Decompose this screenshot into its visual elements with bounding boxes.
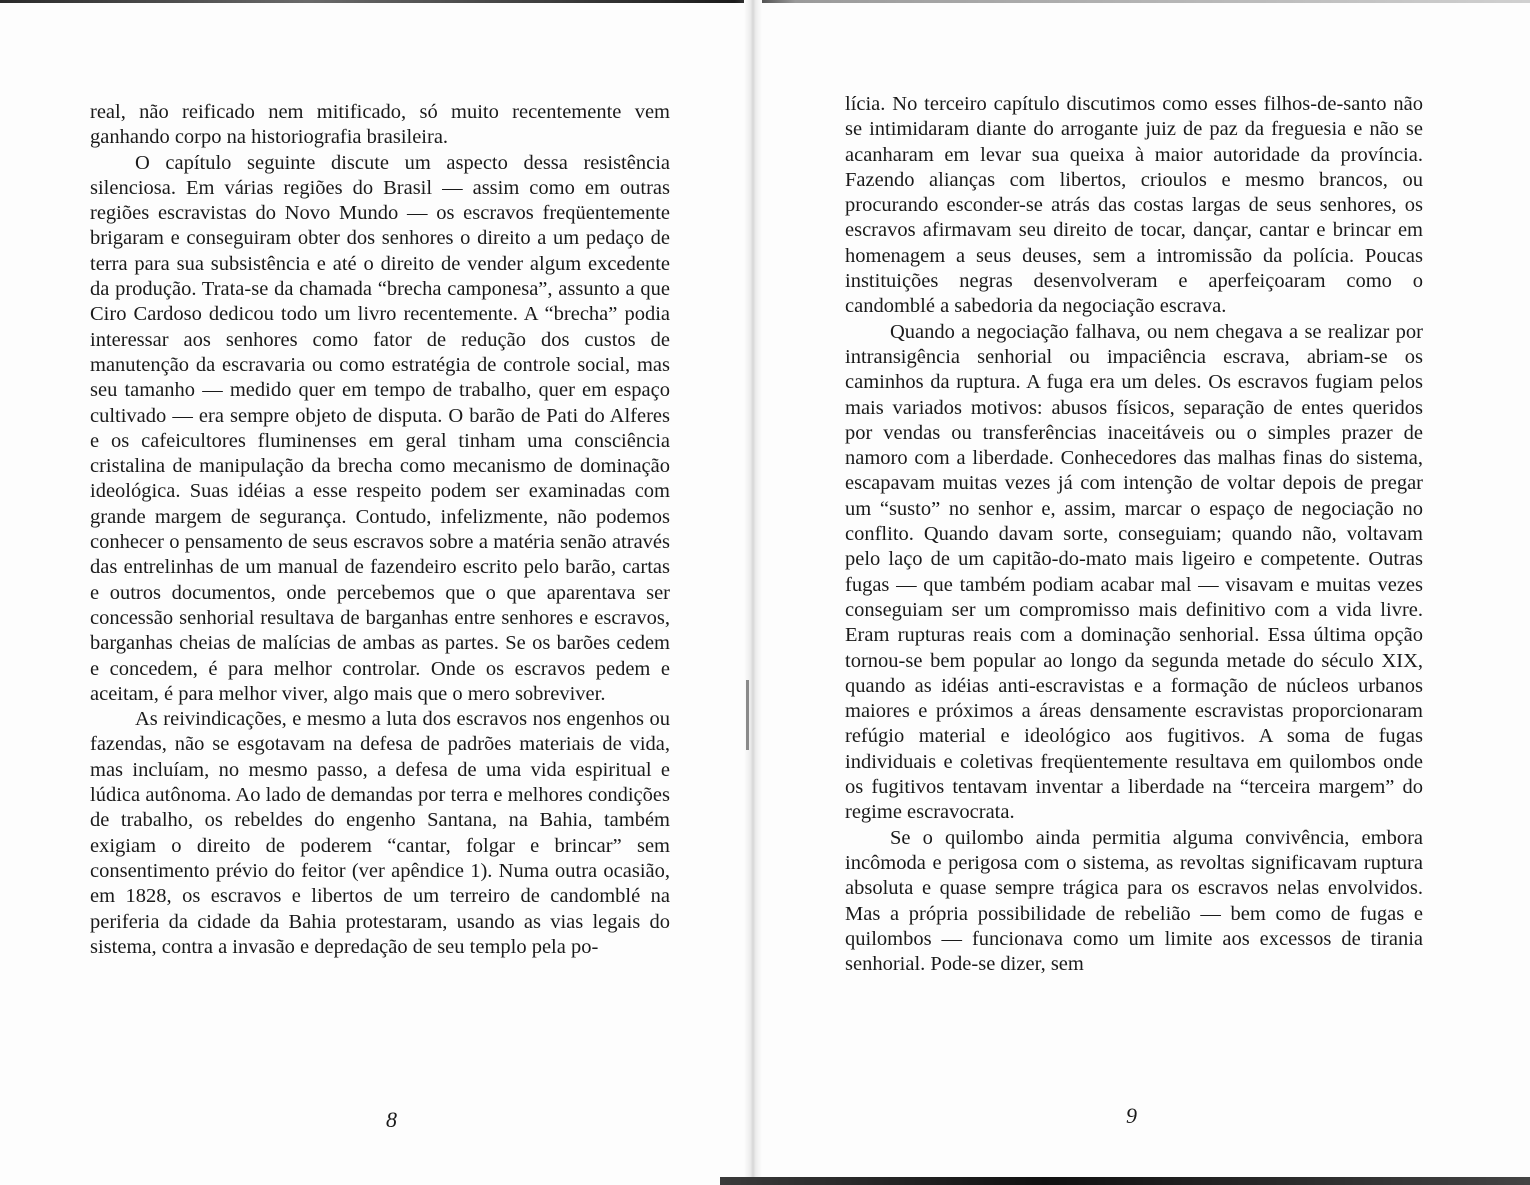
- right-paragraph-3: Se o quilombo ainda permitia alguma convivência, embora incômoda e perigosa com o sistema, as revoltas significavam ruptura absoluta e quase sempre trágica para os escravos nelas envolvidos. Mas a própria possibilidade de rebelião — bem como de fugas e quilombos — funcionava como um limite aos excessos de tirania senhorial. Pode-se dizer, sem: [845, 826, 1423, 976]
- right-page: [845, 92, 1423, 977]
- left-paragraph-3: As reivindicações, e mesmo a luta dos escravos nos engenhos ou fazendas, não se esgotavam na defesa de padrões materiais de vida, mas incluíam, no mesmo passo, a defesa de uma vida espiritual e lúdica autônoma. Ao lado de demandas por terra e melhores condições de trabalho, os rebeldes do engenho Santana, na Bahia, também exigiam o direito de poderem “cantar, folgar e brincar” sem consentimento prévio do feitor (ver apêndice 1). Numa outra ocasião, em 1828, os escravos e libertos de um terreiro de candomblé na periferia da cidade da Bahia protestaram, usando as vias legais do sistema, contra a invasão e depredação de seu templo pela po-: [90, 708, 670, 958]
- left-page-number: 8: [386, 1107, 397, 1132]
- right-paragraph-1: lícia. No terceiro capítulo discutimos como esses filhos-de-santo não se intimidaram diante do arrogante juiz de paz da freguesia e não se acanharam em levar sua queixa à maior autoridade da província. Fazendo alianças com libertos, crioulos e mesmo brancos, ou procurando esconder-se atrás das costas largas de seus senhores, os escravos afirmavam seu direito de tocar, dançar, cantar e brincar em homenagem a seus deuses, sem a intromissão da polícia. Poucas instituições negras desenvolveram e aperfeiçoaram como o candomblé a sabedoria da negociação escrava.: [845, 93, 1423, 318]
- left-paragraph-1: real, não reificado nem mitificado, só muito recentemente vem ganhando corpo na historiografia brasileira.: [90, 101, 670, 149]
- gutter-shadow-mark: [746, 680, 749, 750]
- right-paragraph-2: Quando a negociação falhava, ou nem chegava a se realizar por intransigência senhorial ou impaciência escrava, abriam-se os caminhos da ruptura. A fuga era um deles. Os escravos fugiam pelos mais variados motivos: abusos físicos, separação de entes queridos por vendas ou transferências inaceitáveis ou o simples prazer de namoro com a liberdade. Conhecedores das malhas finas do sistema, escapavam muitas vezes já com intenção de voltar depois de pregar um “susto” no senhor e, assim, marcar o espaço de negociação no conflito. Quando davam sorte, conseguiam; quando não, voltavam pelo laço de um capitão-do-mato mais ligeiro e competente. Outras fugas — que também podiam acabar mal — visavam e muitas vezes conseguiam ser um compromisso mais definitivo com a vida livre. Eram rupturas reais com a dominação senhorial. Essa última opção tornou-se bem popular ao longo da segunda metade do século XIX, quando as idéias anti-escravistas e a formação de núcleos urbanos maiores e próximos a áreas densamente escravistas proporcionaram refúgio material e ideológico aos fugitivos. A soma de fugas individuais e coletivas freqüentemente resultava em quilombos onde os fugitivos tentavam inventar a liberdade na “terceira margem” do regime escravocrata.: [845, 320, 1423, 824]
- left-paragraph-2: O capítulo seguinte discute um aspecto dessa resistência silenciosa. Em várias regiões do Brasil — assim como em outras regiões escravistas do Novo Mundo — os escravos freqüentemente brigaram e conseguiram obter dos senhores o direito a um pedaço de terra para sua subsistência e até o direito de vender algum excedente da produção. Trata-se da chamada “brecha camponesa”, assunto a que Ciro Cardoso dedicou todo um livro recentemente. A “brecha” podia interessar aos senhores como fator de redução dos custos de manutenção da escravaria ou como estratégia de controle social, mas seu tamanho — medido quer em tempo de trabalho, quer em espaço cultivado — era sempre objeto de disputa. O barão de Pati do Alferes e os cafeicultores fluminenses em geral tinham uma consciência cristalina de manipulação da brecha como mecanismo de dominação ideológica. Suas idéias a esse respeito podem ser examinadas com grande margem de segurança. Contudo, infelizmente, não podemos conhecer o pensamento de seus escravos sobre a matéria senão através das entrelinhas de um manual de fazendeiro escrito pelo barão, cartas e outros documentos, onde percebemos que o que aparentava ser concessão senhorial resultava de barganhas entre senhores e escravos, barganhas cheias de malícias de ambas as partes. Se os barões cedem e concedem, é para melhor controlar. Onde os escravos pedem e aceitam, é para melhor viver, algo mais que o mero sobreviver.: [90, 151, 670, 705]
- left-page: [90, 100, 670, 960]
- page-top-edge: [0, 0, 1530, 3]
- book-gutter: [744, 0, 762, 1185]
- right-page-number: 9: [1126, 1103, 1137, 1128]
- page-bottom-edge: [720, 1177, 1530, 1185]
